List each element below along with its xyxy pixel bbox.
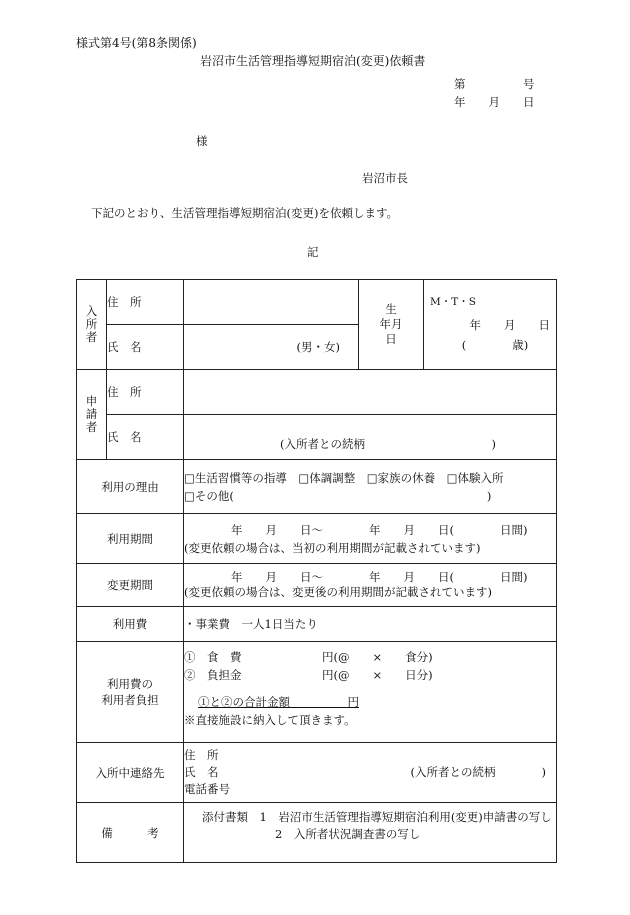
- birth-label: 生 年月 日: [359, 280, 424, 370]
- request-form-table: [76, 279, 557, 863]
- remarks-field: 添付書類 1 岩沼市生活管理指導短期宿泊利用(変更)申請書の写し 2 入所者状況調査書の写し: [184, 803, 557, 863]
- burden-field[interactable]: ① 食 費 円(@ × 食分) ② 負担金 円(@ × 日分) ①と②の合計金額 円 ※直接施設に納入して頂きます。: [184, 642, 557, 743]
- applicant-group-label: 申請者: [77, 370, 107, 460]
- age: ( 歳): [461, 338, 529, 352]
- period-field[interactable]: 年 月 日～ 年 月 日( 日間) (変更依頼の場合は、当初の利用期間が記載されています): [184, 514, 557, 564]
- intro-text: 下記のとおり、生活管理指導短期宿泊(変更)を依頼します。: [91, 206, 399, 220]
- change-period-field[interactable]: 年 月 日～ 年 月 日( 日間) (変更依頼の場合は、変更後の利用期間が記載されています): [184, 564, 557, 607]
- era-options: M・T・S: [430, 296, 476, 308]
- reason-label: 利用の理由: [77, 460, 184, 514]
- resident-address-label: 住 所: [107, 280, 184, 325]
- burden-label: 利用費の 利用者負担: [77, 642, 184, 743]
- reason-options[interactable]: □生活習慣等の指導 □体調調整 □家族の休養 □体験入所 □その他( ): [184, 460, 557, 514]
- applicant-address-field[interactable]: [184, 370, 557, 415]
- resident-group-label: 入所者: [77, 280, 107, 370]
- ki-label: 記: [307, 245, 319, 259]
- remarks-label: 備 考: [77, 803, 184, 863]
- burden-note: ※直接施設に納入して頂きます。: [184, 713, 356, 727]
- fee-field[interactable]: ・事業費 一人1日当たり: [184, 607, 557, 642]
- form-number: 様式第4号(第8条関係): [76, 36, 197, 50]
- contact-field[interactable]: 住 所 氏 名 (入所者との続柄 ) 電話番号: [184, 743, 557, 803]
- fee-label: 利用費: [77, 607, 184, 642]
- issuer: 岩沼市長: [362, 171, 408, 185]
- contact-label: 入所中連絡先: [77, 743, 184, 803]
- applicant-name-label: 氏 名: [107, 415, 184, 460]
- birthdate-field[interactable]: [424, 280, 557, 370]
- change-period-label: 変更期間: [77, 564, 184, 607]
- document-title: 岩沼市生活管理指導短期宿泊(変更)依頼書: [200, 54, 426, 68]
- document-number: 第 号: [454, 77, 535, 91]
- gender-choice: (男・女): [296, 340, 340, 354]
- addressee: 様: [196, 134, 208, 148]
- resident-name-label: 氏 名: [107, 325, 184, 370]
- burden-total: ①と②の合計金額 円: [198, 695, 359, 709]
- resident-name-field[interactable]: [184, 325, 359, 370]
- applicant-name-field[interactable]: [184, 415, 557, 460]
- applicant-relation: (入所者との続柄 ): [280, 437, 496, 451]
- document-date: 年 月 日: [454, 95, 535, 109]
- applicant-address-label: 住 所: [107, 370, 184, 415]
- period-label: 利用期間: [77, 514, 184, 564]
- resident-address-field[interactable]: [184, 280, 359, 325]
- birth-ymd: 年 月 日: [469, 318, 550, 332]
